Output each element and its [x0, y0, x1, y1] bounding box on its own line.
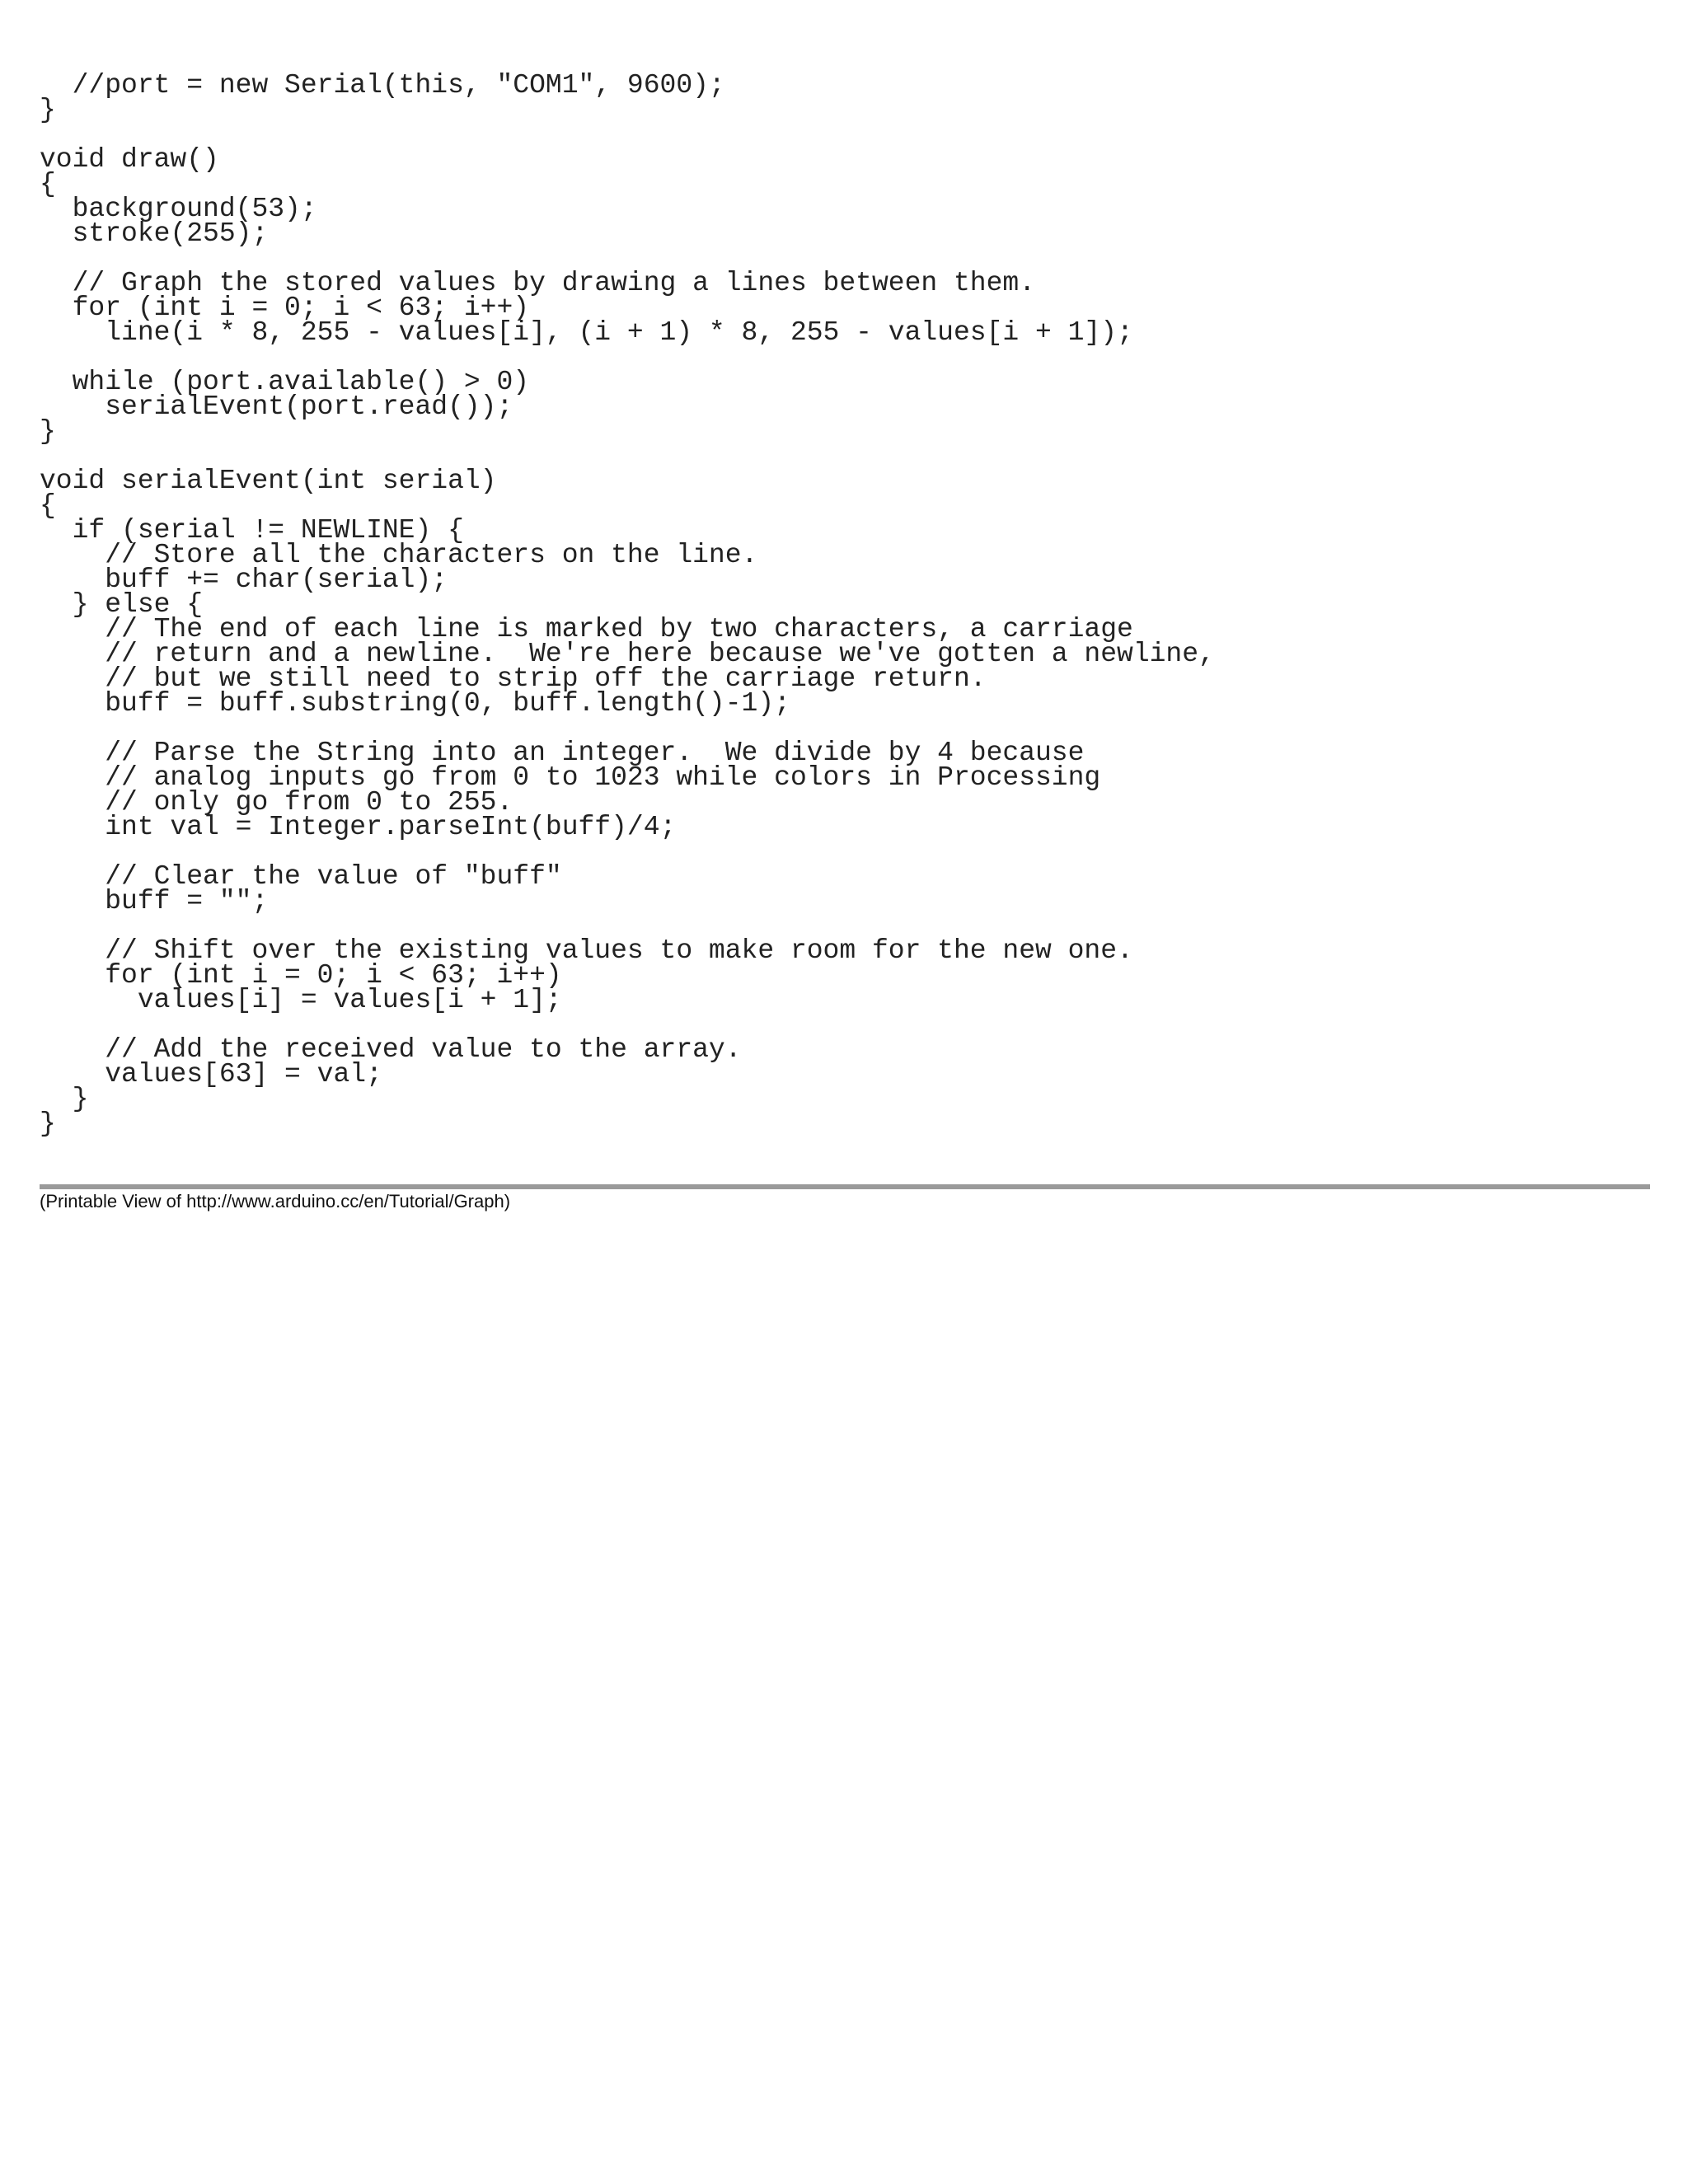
- code-line: {: [40, 490, 56, 521]
- printable-view-footer: (Printable View of http://www.arduino.cc/en/Tutorial/Graph): [40, 1191, 511, 1212]
- code-line: // Store all the characters on the line.: [40, 540, 758, 570]
- code-line: void serialEvent(int serial): [40, 466, 497, 496]
- code-line: {: [40, 169, 56, 199]
- code-line: // analog inputs go from 0 to 1023 while colors in Processing: [40, 762, 1101, 793]
- code-line: }: [40, 95, 56, 125]
- code-line: } else {: [40, 589, 204, 620]
- code-line: // but we still need to strip off the carriage return.: [40, 663, 987, 694]
- code-line: serialEvent(port.read());: [40, 391, 513, 422]
- code-line: buff = buff.substring(0, buff.length()-1);: [40, 688, 790, 719]
- code-line: //port = new Serial(this, "COM1", 9600);: [40, 70, 725, 101]
- code-line: line(i * 8, 255 - values[i], (i + 1) * 8, 255 - values[i + 1]);: [40, 317, 1133, 348]
- code-line: // Parse the String into an integer. We divide by 4 because: [40, 738, 1085, 768]
- code-line: for (int i = 0; i < 63; i++): [40, 960, 562, 991]
- code-line: while (port.available() > 0): [40, 367, 530, 397]
- code-line: // The end of each line is marked by two characters, a carriage: [40, 614, 1133, 644]
- code-line: stroke(255);: [40, 218, 269, 249]
- code-line: // Add the received value to the array.: [40, 1034, 742, 1065]
- code-line: // Clear the value of "buff": [40, 861, 562, 892]
- code-line: values[i] = values[i + 1];: [40, 985, 562, 1015]
- code-line: values[63] = val;: [40, 1059, 382, 1090]
- code-line: }: [40, 1108, 56, 1139]
- code-page: [40, 70, 1650, 1139]
- code-block: [40, 70, 1650, 1139]
- code-line: background(53);: [40, 194, 317, 224]
- code-line: buff = "";: [40, 886, 269, 916]
- code-line: }: [40, 1084, 89, 1114]
- code-line: // Shift over the existing values to make room for the new one.: [40, 935, 1133, 966]
- code-line: void draw(): [40, 144, 219, 175]
- code-line: }: [40, 416, 56, 447]
- code-line: // return and a newline. We're here because we've gotten a newline,: [40, 639, 1215, 669]
- code-line: [40, 123, 1650, 148]
- footer-divider: [40, 1184, 1650, 1189]
- code-line: // only go from 0 to 255.: [40, 787, 513, 818]
- code-line: buff += char(serial);: [40, 565, 448, 595]
- code-line: if (serial != NEWLINE) {: [40, 515, 464, 546]
- code-line: // Graph the stored values by drawing a lines between them.: [40, 268, 1035, 298]
- code-line: int val = Integer.parseInt(buff)/4;: [40, 812, 677, 842]
- code-line: for (int i = 0; i < 63; i++): [40, 293, 530, 323]
